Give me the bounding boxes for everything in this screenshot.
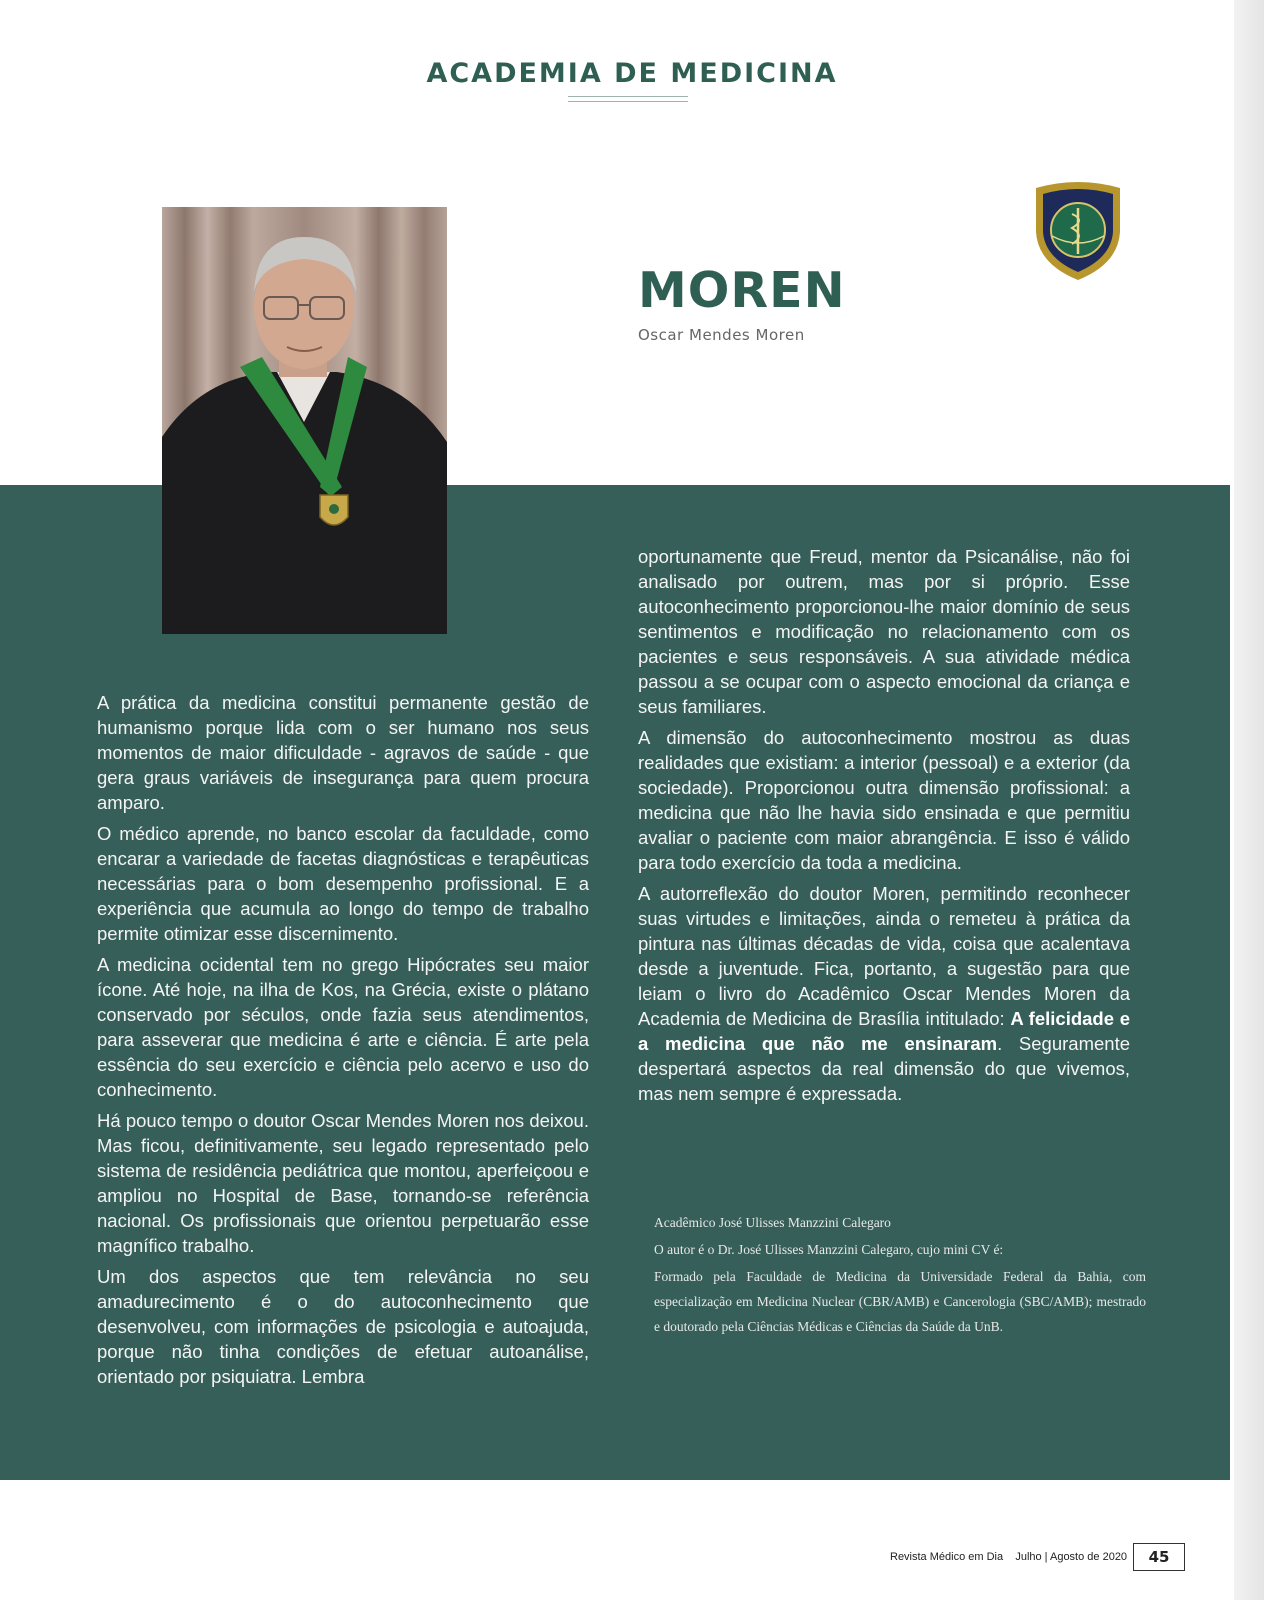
footer-publication-line bbox=[890, 1551, 1127, 1563]
article-final-paragraph bbox=[638, 881, 1130, 1106]
page-edge bbox=[1234, 0, 1264, 1600]
credits-author: Acadêmico José Ulisses Manzzini Calegaro bbox=[654, 1215, 891, 1230]
portrait-photo bbox=[162, 207, 447, 634]
footer-publication: Revista Médico em Dia bbox=[890, 1551, 1004, 1563]
section-underline bbox=[568, 96, 688, 102]
page-number: 45 bbox=[1133, 1543, 1185, 1571]
academy-crest-icon bbox=[1030, 180, 1126, 282]
credits-cv-intro: O autor é o Dr. José Ulisses Manzzini Calegaro, cujo mini CV é: bbox=[654, 1242, 1004, 1257]
article-paragraph: oportunamente que Freud, mentor da Psicanálise, não foi analisado por outrem, mas por si próprio. Esse autoconhecimento proporcionou-lhe maior domínio de seus sentimentos e modificação no relacionamento com os pacientes e seus responsáveis. A sua atividade médica passou a se ocupar com o aspecto emocional da criança e seus familiares. bbox=[638, 546, 1130, 717]
article-column-right bbox=[638, 544, 1130, 1112]
article-paragraph: Há pouco tempo o doutor Oscar Mendes Moren nos deixou. Mas ficou, definitivamente, seu legado representado pelo sistema de residência pediátrica que montou, aperfeiçoou e ampliou no Hospital de Base, tornando-se referência nacional. Os profissionais que orientou perpetuarão esse magnífico trabalho. bbox=[97, 1110, 589, 1256]
profile-full-name: Oscar Mendes Moren bbox=[638, 326, 805, 344]
article-paragraph: O médico aprende, no banco escolar da faculdade, como encarar a variedade de facetas diagnósticas e terapêuticas necessárias para o bom desempenho profissional. E a experiência que acumula ao longo do tempo de trabalho permite otimizar esse discernimento. bbox=[97, 823, 589, 944]
footer-edition: Julho | Agosto de 2020 bbox=[1015, 1551, 1128, 1563]
article-column-left bbox=[97, 690, 589, 1395]
profile-surname: MOREN bbox=[638, 262, 846, 319]
article-paragraph: A dimensão do autoconhecimento mostrou as duas realidades que existiam: a interior (pessoal) e a exterior (da sociedade). Proporcionou outra dimensão profissional: a medicina que não lhe havia sido ensinada e que permitiu avaliar o paciente com maior abrangência. E isso é válido para todo exercício da toda a medicina. bbox=[638, 727, 1130, 873]
final-paragraph-text: . Seguramente despertará aspectos da real dimensão do que vivemos, mas nem sempre é expressada. bbox=[638, 1033, 1130, 1104]
author-credits bbox=[654, 1210, 1146, 1341]
section-title: ACADEMIA DE MEDICINA bbox=[426, 58, 838, 89]
article-paragraph: Um dos aspectos que tem relevância no seu amadurecimento é o do autoconhecimento que desenvolveu, com informações de psicologia e autoajuda, porque não tinha condições de efetuar autoanálise, orientado por psiquiatra. Lembra bbox=[97, 1266, 589, 1387]
credits-cv-text: Formado pela Faculdade de Medicina da Universidade Federal da Bahia, com especialização em Medicina Nuclear (CBR/AMB) e Cancerologia (SBC/AMB); mestrado e doutorado pela Ciências Médicas e Ciências da Saúde da UnB. bbox=[654, 1269, 1146, 1334]
book-title: A felicidade e a medicina que não me ensinaram bbox=[638, 1008, 1130, 1054]
article-paragraph: A prática da medicina constitui permanente gestão de humanismo porque lida com o ser humano nos seus momentos de maior dificuldade - agravos de saúde - que gera graus variáveis de insegurança para quem procura amparo. bbox=[97, 692, 589, 813]
final-paragraph-text: A autorreflexão do doutor Moren, permitindo reconhecer suas virtudes e limitações, ainda o remeteu à prática da pintura nas últimas décadas de vida, coisa que acalentava desde a juventude. Fica, portanto, a sugestão para que leiam o livro do Acadêmico Oscar Mendes Moren da Academia de Medicina de Brasília intitulado: bbox=[638, 883, 1130, 1029]
article-paragraph: A medicina ocidental tem no grego Hipócrates seu maior ícone. Até hoje, na ilha de Kos, na Grécia, existe o plátano conservado por séculos, onde fazia seus atendimentos, para asseverar que medicina é arte e ciência. É arte pela essência do seu exercício e ciência pelo acervo e uso do conhecimento. bbox=[97, 954, 589, 1100]
